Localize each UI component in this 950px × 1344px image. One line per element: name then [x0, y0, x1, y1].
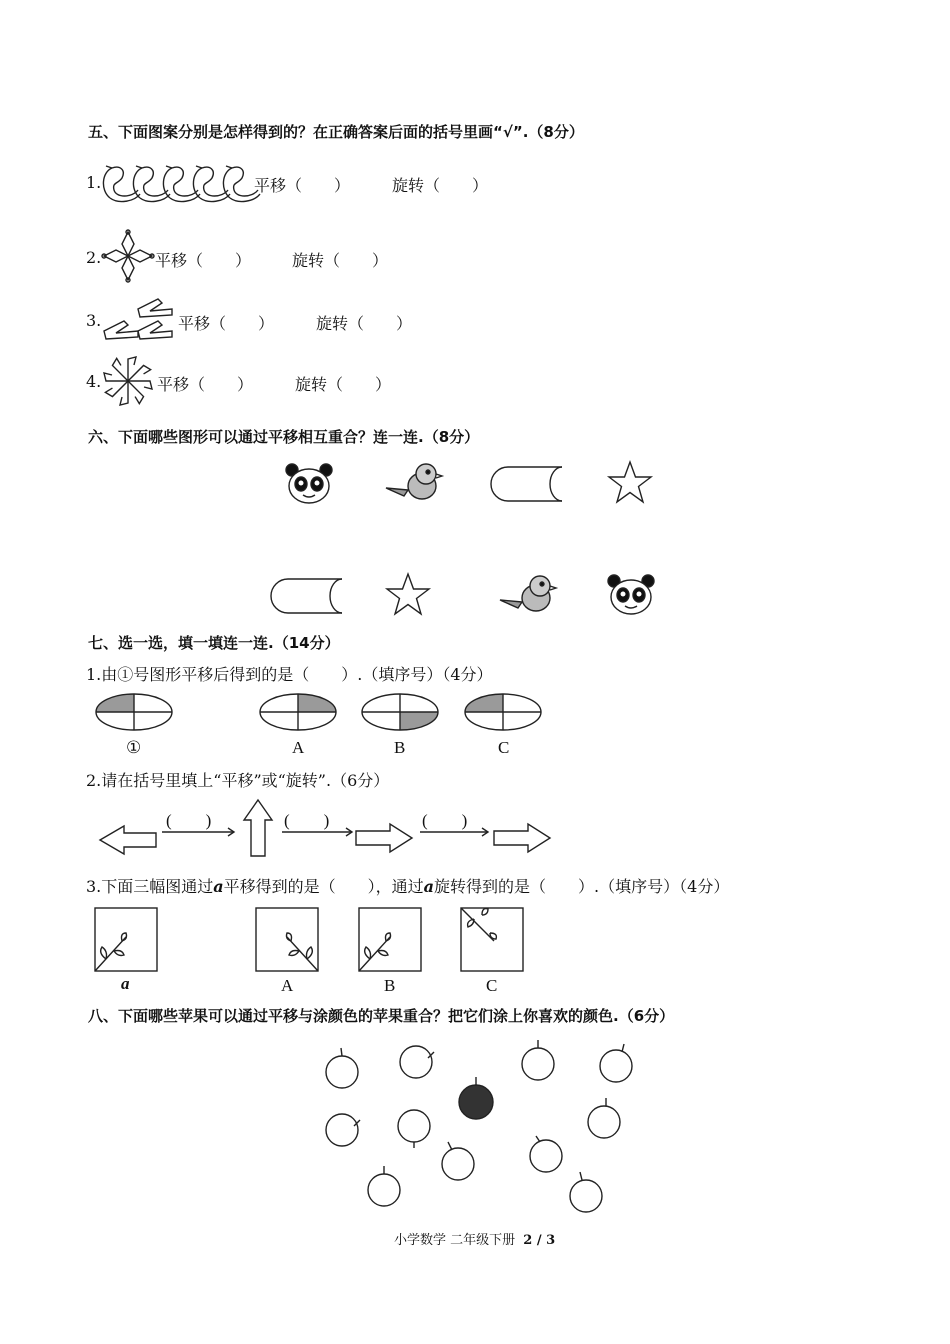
apple-filled	[459, 1077, 493, 1119]
q3-prefix: 3.下面三幅图通过	[86, 877, 214, 896]
section7-title: 七、选一选，填一填连一连.（14分）	[88, 634, 340, 652]
item4-translate-option: 平移（ ）	[157, 375, 254, 394]
square-label-a: a	[121, 974, 130, 993]
footer	[394, 1229, 555, 1248]
apple	[522, 1040, 554, 1080]
apple	[530, 1136, 562, 1172]
square-label-A: A	[281, 976, 294, 995]
item3-translate-option: 平移（ ）	[178, 314, 275, 333]
page-number: 2 / 3	[523, 1233, 556, 1248]
apple	[326, 1048, 358, 1088]
oval-B	[360, 692, 440, 732]
q3-a-1: a	[213, 877, 224, 896]
oval-label-B: B	[394, 738, 406, 757]
item3-number: 3.	[86, 311, 102, 330]
section5-title: 五、下面图案分别是怎样得到的？在正确答案后面的括号里画“√”.（8分）	[88, 123, 584, 141]
q3-text	[86, 874, 729, 897]
oval-label-A: A	[292, 738, 305, 757]
q3-suffix: 旋转得到的是（ ）.（填序号）（4分）	[434, 877, 730, 896]
item4-number: 4.	[86, 372, 102, 391]
apple	[368, 1166, 400, 1206]
apples-area	[310, 1040, 650, 1220]
q3-a-2: a	[423, 877, 435, 896]
square-B	[358, 907, 422, 973]
item4-rotate-option: 旋转（ ）	[295, 375, 392, 394]
rhombus-flower-image	[100, 228, 156, 284]
swan-row-image	[98, 160, 248, 210]
panda-top	[284, 462, 334, 506]
item3-rotate-option: 旋转（ ）	[316, 314, 413, 333]
item2-translate-option: 平移（ ）	[155, 251, 252, 270]
item2-number: 2.	[86, 248, 102, 267]
square-label-B: B	[384, 976, 396, 995]
q2-blank-1[interactable]: ( )	[166, 811, 212, 830]
apple	[570, 1172, 602, 1212]
apple	[400, 1046, 434, 1078]
capsule-bottom	[270, 577, 346, 615]
q2-blank-3[interactable]: ( )	[422, 811, 468, 830]
apple	[442, 1142, 474, 1180]
oval-label-1: ①	[126, 738, 142, 757]
square-a	[94, 907, 158, 973]
oval-label-C: C	[498, 738, 510, 757]
q3-mid: 平移得到的是（ ），通过	[223, 877, 424, 896]
item2-rotate-option: 旋转（ ）	[292, 251, 389, 270]
panda-bottom	[606, 573, 656, 617]
oval-C	[463, 692, 543, 732]
q2-blank-2[interactable]: ( )	[284, 811, 330, 830]
square-label-C: C	[486, 976, 498, 995]
square-A	[255, 907, 319, 973]
pinwheel-image	[100, 352, 156, 410]
oval-A	[258, 692, 338, 732]
apple	[398, 1110, 430, 1148]
bird-top	[382, 460, 452, 506]
oval-1	[94, 692, 174, 732]
capsule-top	[490, 465, 566, 503]
star-top	[606, 460, 654, 506]
bird-bottom	[496, 572, 566, 618]
shoes-image	[100, 295, 176, 339]
star-bottom	[384, 572, 432, 618]
section8-title: 八、下面哪些苹果可以通过平移与涂颜色的苹果重合？把它们涂上你喜欢的颜色.（6分）	[88, 1007, 675, 1025]
item1-rotate-option: 旋转（ ）	[392, 176, 489, 195]
q2-text: 2.请在括号里填上“平移”或“旋转”.（6分）	[86, 771, 390, 790]
section6-title: 六、下面哪些图形可以通过平移相互重合？连一连.（8分）	[88, 428, 480, 446]
item1-number: 1.	[86, 173, 102, 192]
apple	[588, 1098, 620, 1138]
footer-text: 小学数学 二年级下册	[394, 1233, 516, 1248]
apple	[600, 1044, 632, 1082]
item1-translate-option: 平移（ ）	[254, 176, 351, 195]
square-C	[460, 907, 524, 973]
q1-text: 1.由①号图形平移后得到的是（ ）.（填序号）（4分）	[86, 665, 493, 684]
apple	[326, 1114, 360, 1146]
